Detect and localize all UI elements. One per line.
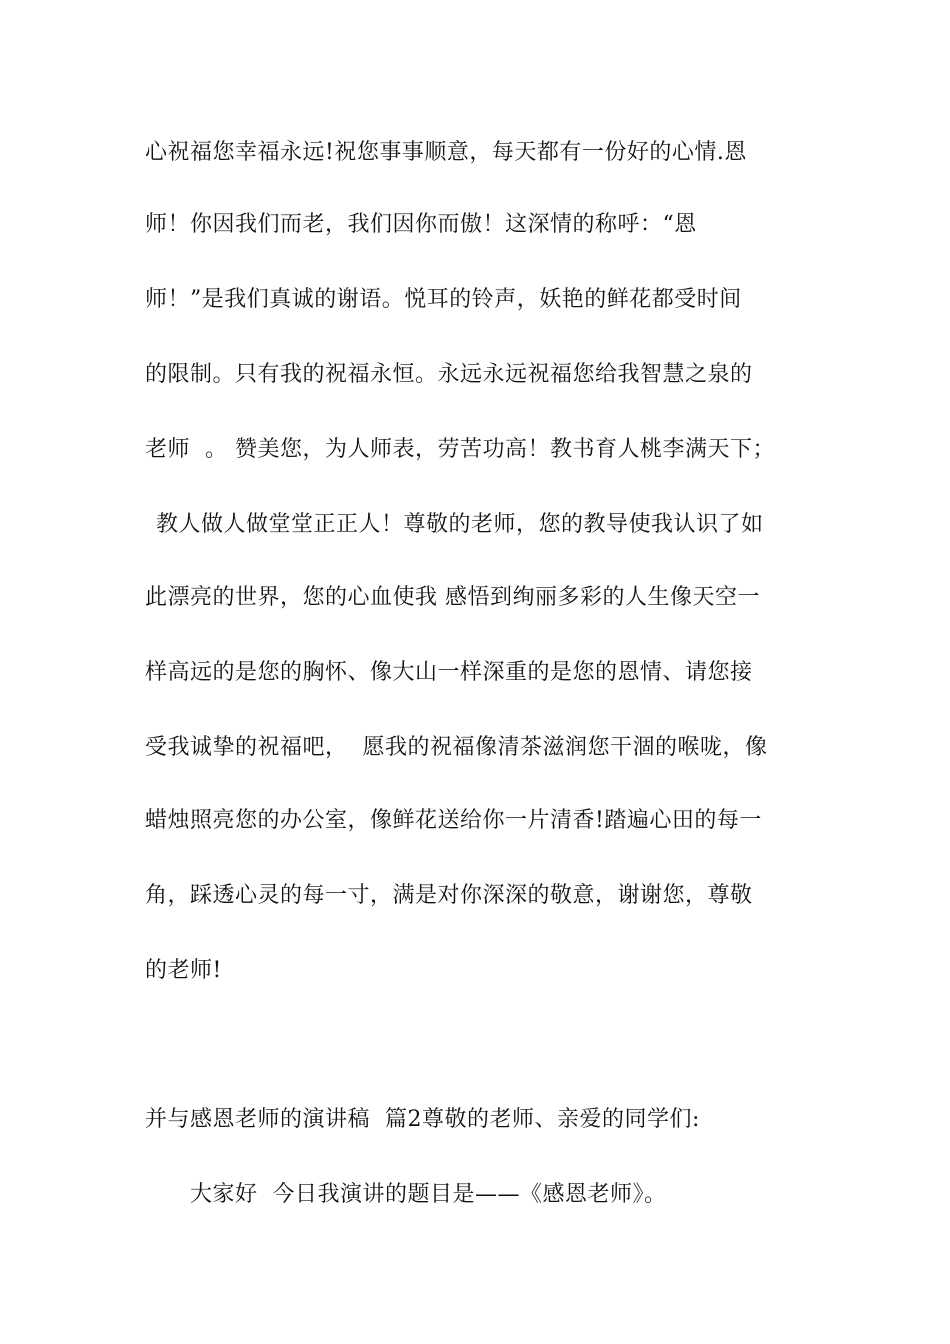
body-line-3: 师！”是我们真诚的谢语。悦耳的铃声，妖艳的鲜花都受时间 xyxy=(145,287,742,312)
body-line-12: 的老师! xyxy=(145,958,222,983)
body-line-7: 此漂亮的世界，您的心血使我 感悟到绚丽多彩的人生像天空一 xyxy=(145,585,760,610)
body-line-10: 蜡烛照亮您的办公室，像鲜花送给你一片清香!踏遍心田的每一 xyxy=(145,808,762,833)
body-line-6: 教人做人做堂堂正正人！尊敬的老师，您的教导使我认识了如 xyxy=(156,512,764,537)
body-line-11: 角，踩透心灵的每一寸，满是对你深深的敬意，谢谢您，尊敬 xyxy=(145,883,753,908)
body-line-4: 的限制。只有我的祝福永恒。永远永远祝福您给我智慧之泉的 xyxy=(145,362,753,387)
body-line-1: 心祝福您幸福永远!祝您事事顺意，每天都有一份好的心情.恩 xyxy=(145,140,747,165)
opening-line: 大家好 今日我演讲的题目是——《感恩老师》。 xyxy=(190,1182,667,1207)
body-line-2: 师！你因我们而老，我们因你而傲！这深情的称呼：“恩 xyxy=(145,212,697,237)
body-line-5: 老师 。 赞美您，为人师表，劳苦功高！教书育人桃李满天下； xyxy=(145,437,775,462)
body-line-9: 受我诚挚的祝福吧， 愿我的祝福像清茶滋润您干涸的喉咙，像 xyxy=(145,735,768,760)
section-heading: 并与感恩老师的演讲稿 篇2尊敬的老师、亲爱的同学们: xyxy=(145,1107,700,1132)
body-line-8: 样高远的是您的胸怀、像大山一样深重的是您的恩情、请您接 xyxy=(145,660,753,685)
